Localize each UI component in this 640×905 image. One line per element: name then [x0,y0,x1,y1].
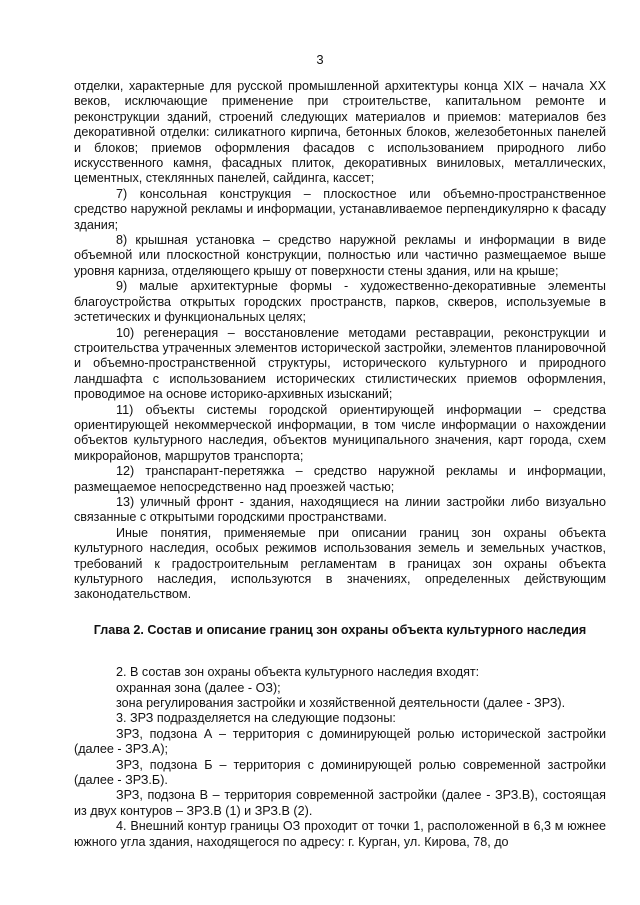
page-number: 3 [316,52,324,67]
paragraph: 7) консольная конструкция – плоскостное или объемно-пространственное средство наружной рекламы и информации, устанавливаемое перпендикулярно к фасаду здания; [74,186,606,232]
paragraph: 3. ЗРЗ подразделяется на следующие подзоны: [116,711,396,726]
paragraph: 10) регенерация – восстановление методами реставрации, реконструкции и строительства утраченных элементов исторической застройки, элементов планировочной и объемно-пространственной структуры, исторического культурного и природного ландшафта с использованием исторических стилистических приемов оформления, проводимое на основе историко-архивных изысканий; [74,325,606,402]
paragraph: ЗРЗ, подзона В – территория современной застройки (далее - ЗРЗ.В), состоящая из двух контуров – ЗРЗ.В (1) и ЗРЗ.В (2). [74,788,606,818]
chapter-heading: Глава 2. Состав и описание границ зон охраны объекта культурного наследия [93,622,587,637]
definitions-section [74,79,606,603]
paragraph: ЗРЗ, подзона Б – территория с доминирующей ролью современной застройки (далее - ЗРЗ.Б). [74,757,606,788]
paragraph: 11) объекты системы городской ориентирующей информации – средства ориентирующей некоммерческой информации, в том числе информации о нахождении объектов культурного наследия, объектов муниципального значения, карт города, схем микрорайонов, маршрутов транспорта; [74,402,606,463]
paragraph: 4. Внешний контур границы ОЗ проходит от точки 1, расположенной в 6,3 м южнее южного угла здания, находящегося по адресу: г. Курган, ул. Кирова, 78, до [74,819,606,849]
paragraph: 12) транспарант-перетяжка – средство наружной рекламы и информации, размещаемое непосредственно над проезжей частью; [74,464,606,494]
document-body [74,79,606,850]
paragraph: Иные понятия, применяемые при описании границ зон охраны объекта культурного наследия, особых режимов использования земель и земельных участков, требований к градостроительным регламентам в границах зон охраны объекта культурного наследия, используются в значениях, определенных действующим законодательством. [74,525,606,602]
paragraph: ЗРЗ, подзона А – территория с доминирующей ролью исторической застройки (далее - ЗРЗ.А); [74,726,606,757]
paragraph: 13) уличный фронт - здания, находящиеся на линии застройки либо визуально связанные с открытыми городскими пространствами. [74,494,606,525]
paragraph: 9) малые архитектурные формы - художественно-декоративные элементы благоустройства открытых городских пространств, парков, скверов, используемые в эстетических и функциональных целях; [74,279,606,325]
paragraph: 2. В состав зон охраны объекта культурного наследия входят: [116,665,480,680]
paragraph: зона регулирования застройки и хозяйственной деятельности (далее - ЗРЗ). [116,696,566,711]
paragraph: отделки, характерные для русской промышленной архитектуры конца XIX – начала XX веков, исключающие применение при строительстве, капитальном ремонте и реконструкции зданий, строений следующих материалов и приемов: материалов без декоративной отделки: силикатного кирпича, бетонных блоков, железобетонных панелей и блоков; приемов оформления фасадов с использованием природного либо искусственного камня, фасадных плиток, декоративных виниловых, металлических, цементных, стеклянных панелей, сайдинга, кассет; [74,79,606,186]
paragraph: охранная зона (далее - ОЗ); [116,680,281,695]
composition-section [74,665,606,850]
paragraph: 8) крышная установка – средство наружной рекламы и информации в виде объемной или плоскостной конструкции, полностью или частично размещаемое выше уровня карниза, отделяющего крышу от поверхности стены здания, или на крыше; [74,233,606,278]
